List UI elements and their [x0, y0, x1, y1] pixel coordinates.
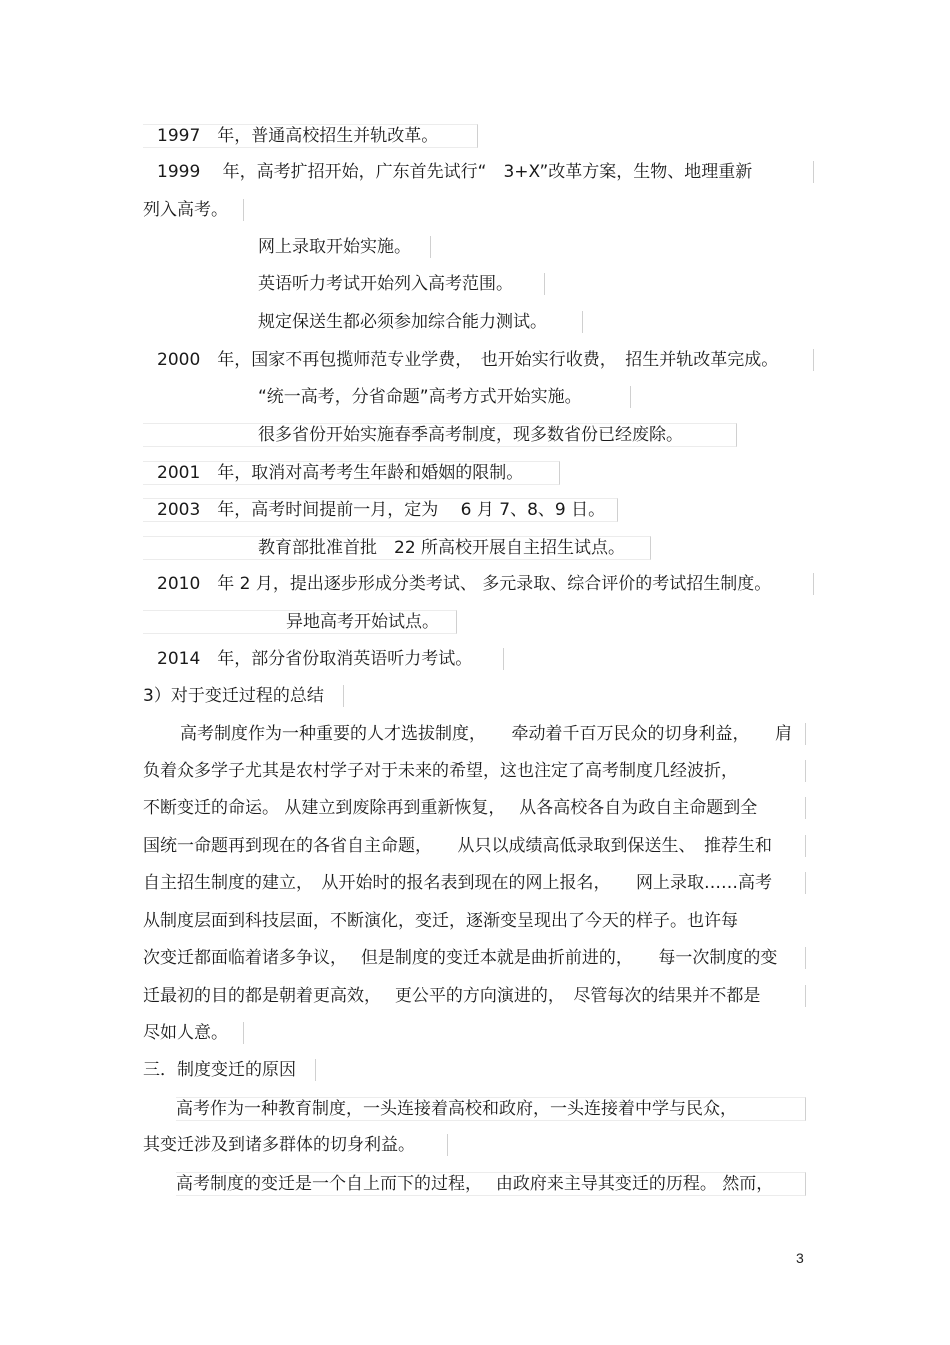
- text-line: 2001 年，取消对高考考生年龄和婚姻的限制。: [143, 461, 560, 485]
- text-line: 异地高考开始试点。: [143, 610, 457, 634]
- text-line: 英语听力考试开始列入高考范围。: [258, 273, 545, 295]
- text-line: 2014 年，部分省份取消英语听力考试。: [143, 648, 504, 670]
- section-heading: 3）对于变迁过程的总结: [143, 685, 344, 707]
- text-line: 迁最初的目的都是朝着更高效， 更公平的方向演进的， 尽管每次的结果并不都是: [143, 985, 806, 1007]
- text-line: 1999 年，高考扩招开始，广东首先试行“ 3+X”改革方案，生物、地理重新: [143, 161, 814, 183]
- text-line: 规定保送生都必须参加综合能力测试。: [258, 311, 583, 333]
- text-line: 高考作为一种教育制度，一头连接着高校和政府，一头连接着中学与民众，: [176, 1097, 806, 1121]
- text-line: 负着众多学子尤其是农村学子对于未来的希望，这也注定了高考制度几经波折，: [143, 760, 806, 782]
- page-number: 3: [796, 1250, 804, 1266]
- text-line: 1997 年，普通高校招生并轨改革。: [143, 124, 478, 148]
- text-line: 列入高考。: [143, 199, 244, 221]
- text-line: 网上录取开始实施。: [258, 236, 431, 258]
- text-line: 2003 年，高考时间提前一月，定为 6 月 7、8、9 日。: [143, 498, 618, 522]
- text-line: 2010 年 2 月，提出逐步形成分类考试、 多元录取、综合评价的考试招生制度。: [143, 573, 814, 595]
- text-line: 尽如人意。: [143, 1022, 244, 1044]
- text-line: 高考制度的变迁是一个自上而下的过程， 由政府来主导其变迁的历程。 然而，: [176, 1172, 806, 1196]
- text-line: 高考制度作为一种重要的人才选拔制度， 牵动着千百万民众的切身利益， 肩: [180, 723, 806, 745]
- section-heading: 三．制度变迁的原因: [143, 1059, 316, 1081]
- text-line: 其变迁涉及到诸多群体的切身利益。: [143, 1134, 448, 1156]
- text-line: 2000 年，国家不再包揽师范专业学费， 也开始实行收费， 招生并轨改革完成。: [143, 349, 814, 371]
- text-line: 从制度层面到科技层面，不断演化，变迁，逐渐变呈现出了今天的样子。也许每: [143, 911, 738, 931]
- text-line: 很多省份开始实施春季高考制度，现多数省份已经废除。: [143, 423, 737, 447]
- text-line: 国统一命题再到现在的各省自主命题， 从只以成绩高低录取到保送生、 推荐生和: [143, 835, 806, 857]
- text-line: “统一高考，分省命题”高考方式开始实施。: [258, 386, 631, 408]
- text-line: 次变迁都面临着诸多争议， 但是制度的变迁本就是曲折前进的， 每一次制度的变: [143, 947, 806, 969]
- text-line: 不断变迁的命运。 从建立到废除再到重新恢复， 从各高校各自为政自主命题到全: [143, 797, 806, 819]
- text-line: 自主招生制度的建立， 从开始时的报名表到现在的网上报名， 网上录取……高考: [143, 872, 806, 894]
- text-line: 教育部批准首批 22 所高校开展自主招生试点。: [143, 536, 651, 560]
